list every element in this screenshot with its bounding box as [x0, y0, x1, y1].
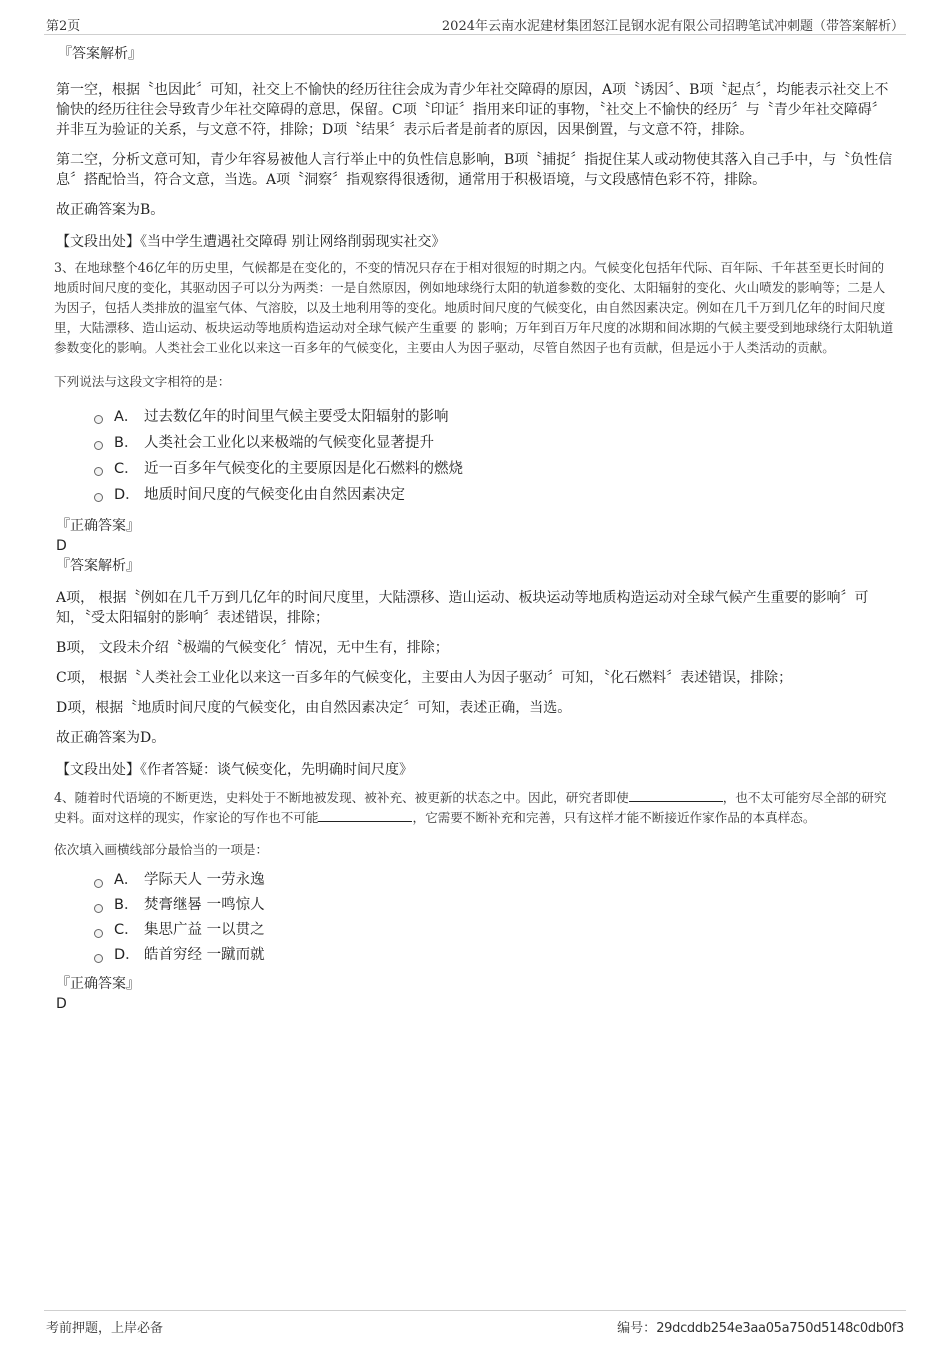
option-a[interactable]: A． 学际天人 一劳永逸: [54, 868, 896, 893]
option-d[interactable]: D． 皓首穷经 一蹴而就: [54, 943, 896, 968]
radio-button[interactable]: [94, 467, 103, 476]
question-text: 3、在地球整个46亿年的历史里，气候都是在变化的，不变的情况只存在于相对很短的时期之内。气候变化包括年代际、百年际、千年甚至更长时间的地质时间尺度的变化，其驱动因子可以分为两类：一是自然原因，例如地球绕行太阳的轨道参数的变化、太阳辐射的变化、火山喷发的影响等；二是人为因子，包括人类排放的温室气体、气溶胶，以及土地利用等的变化。地质时间尺度的气候变化，由自然因素决定。例如在几千万到几亿年的时间尺度里，大陆漂移、造山运动、板块运动等地质构造运动对全球气候产生重要 的 影响；万年到百万年尺度的冰期和间冰期的气候主要受到地球绕行太阳轨道参数变化的影响。人类社会工业化以来这一百多年的气候变化，主要由人为因子驱动，尽管自然因子也有贡献，但是远小于人类活动的贡献。: [54, 260, 894, 355]
question-3: [54, 258, 896, 780]
correct-answer: D: [56, 538, 67, 554]
passage-source: 【文段出处】《作者答疑：谈气候变化，先明确时间尺度》: [56, 762, 413, 778]
radio-button[interactable]: [94, 879, 103, 888]
prev-question-analysis: [56, 44, 896, 252]
answer-conclusion: 故正确答案为D。: [56, 730, 166, 746]
page-content: [56, 44, 896, 1014]
radio-button[interactable]: [94, 441, 103, 450]
fill-blank: [318, 809, 412, 822]
question-4: [54, 788, 896, 1014]
analysis-option-d: D项，根据〝地质时间尺度的气候变化，由自然因素决定〞可知，表述正确，当选。: [56, 700, 572, 716]
option-a[interactable]: A． 过去数亿年的时间里气候主要受太阳辐射的影响: [54, 404, 896, 430]
page-footer: [44, 1310, 906, 1337]
page-header: [44, 14, 906, 35]
question-prompt: 下列说法与这段文字相符的是：: [54, 374, 231, 389]
correct-answer: D: [56, 996, 67, 1012]
fill-blank: [629, 789, 723, 802]
passage-source: 【文段出处】《当中学生遭遇社交障碍 别让网络削弱现实社交》: [56, 234, 446, 250]
option-list: [54, 868, 896, 968]
correct-answer-tag: 『正确答案』: [56, 976, 140, 992]
page-number: 第2页: [46, 19, 81, 34]
analysis-option-a: A项， 根据〝例如在几千万到几亿年的时间尺度里，大陆漂移、造山运动、板块运动等地质构造运动对全球气候产生重要的影响〞可知，〝受太阳辐射的影响〞表述错误，排除；: [56, 590, 869, 626]
radio-button[interactable]: [94, 415, 103, 424]
analysis-option-b: B项， 文段未介绍〝极端的气候变化〞情况，无中生有，排除；: [56, 640, 449, 656]
answer-conclusion: 故正确答案为B。: [56, 202, 165, 218]
option-b[interactable]: B． 焚膏继晷 一鸣惊人: [54, 893, 896, 918]
analysis-tag: 『答案解析』: [58, 46, 142, 62]
question-text: 4、随着时代语境的不断更迭，史料处于不断地被发现、被补充、被更新的状态之中。因此，研究者即使 ，也不太可能穷尽全部的研究史料。面对这样的现实，作家论的写作也不可能 ，它需要不断补充和完善，只有这样才能不断接近作家作品的本真样态。: [54, 790, 887, 825]
correct-answer-tag: 『正确答案』: [56, 518, 140, 534]
footer-slogan: 考前押题，上岸必备: [46, 1321, 164, 1336]
analysis-paragraph: 第二空，分析文意可知，青少年容易被他人言行举止中的负性信息影响，B项〝捕捉〞指捉住某人或动物使其落入自己手中，与〝负性信息〞搭配恰当，符合文意，当选。A项〝洞察〞指观察得很透彻，通常用于积极语境，与文段感情色彩不符，排除。: [56, 152, 893, 188]
radio-button[interactable]: [94, 493, 103, 502]
option-list: [54, 404, 896, 508]
option-c[interactable]: C． 集思广益 一以贯之: [54, 918, 896, 943]
document-code: 编号：29dcddb254e3aa05a750d5148c0db0f3: [617, 1321, 904, 1336]
radio-button[interactable]: [94, 929, 103, 938]
option-c[interactable]: C． 近一百多年气候变化的主要原因是化石燃料的燃烧: [54, 456, 896, 482]
radio-button[interactable]: [94, 954, 103, 963]
analysis-paragraph: 第一空，根据〝也因此〞可知，社交上不愉快的经历往往会成为青少年社交障碍的原因，A项〝诱因〞、B项〝起点〞，均能表示社交上不愉快的经历往往会导致青少年社交障碍的意思，保留。C项〝印证〞指用来印证的事物，〝社交上不愉快的经历〞与〝青少年社交障碍〞并非互为验证的关系，与文意不符，排除；D项〝结果〞表示后者是前者的原因，因果倒置，与文意不符，排除。: [56, 82, 889, 138]
analysis-option-c: C项， 根据〝人类社会工业化以来这一百多年的气候变化，主要由人为因子驱动〞可知，〝化石燃料〞表述错误，排除；: [56, 670, 793, 686]
analysis-tag: 『答案解析』: [56, 558, 140, 574]
question-prompt: 依次填入画横线部分最恰当的一项是：: [54, 842, 269, 857]
radio-button[interactable]: [94, 904, 103, 913]
option-d[interactable]: D． 地质时间尺度的气候变化由自然因素决定: [54, 482, 896, 508]
document-title: 2024年云南水泥建材集团怒江昆钢水泥有限公司招聘笔试冲刺题（带答案解析）: [441, 19, 904, 34]
option-b[interactable]: B． 人类社会工业化以来极端的气候变化显著提升: [54, 430, 896, 456]
